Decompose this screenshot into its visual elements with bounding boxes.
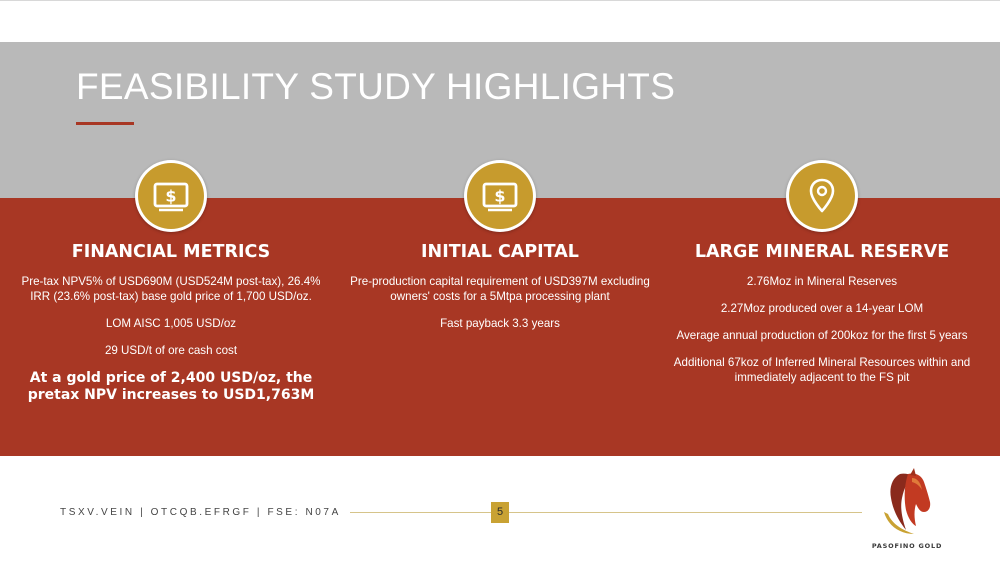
initial-capital-text bbox=[335, 274, 665, 331]
mineral-reserve-text bbox=[657, 274, 987, 385]
payback-text: Fast payback 3.3 years bbox=[440, 317, 560, 330]
mineral-reserve-heading: LARGE MINERAL RESERVE bbox=[694, 242, 950, 262]
initial-capital-column bbox=[335, 160, 665, 343]
gold-price-npv-highlight: At a gold price of 2,400 USD/oz, the pretax NPV increases to USD1,763M bbox=[27, 370, 315, 403]
financial-metrics-column bbox=[6, 160, 336, 416]
financial-metrics-heading: FINANCIAL METRICS bbox=[71, 242, 271, 262]
top-border-line bbox=[0, 0, 1000, 1]
lom-production-text: 2.27Moz produced over a 14-year LOM bbox=[720, 302, 924, 315]
financial-metrics-text bbox=[6, 274, 336, 404]
initial-capital-icon-badge bbox=[464, 160, 536, 232]
horse-head-icon bbox=[862, 468, 952, 542]
npv-irr-text: Pre-tax NPV5% of USD690M (USD524M post-tax), 26.4% IRR (23.6% post-tax) base gold price of 1,700 USD/oz. bbox=[21, 275, 321, 303]
aisc-text: LOM AISC 1,005 USD/oz bbox=[105, 317, 237, 330]
annual-production-text: Average annual production of 200koz for the first 5 years bbox=[676, 329, 968, 342]
mineral-reserve-icon-badge bbox=[786, 160, 858, 232]
svg-text:$: $ bbox=[494, 186, 506, 206]
title-underline bbox=[76, 122, 134, 125]
inferred-resources-text: Additional 67koz of Inferred Mineral Resources within and immediately adjacent to the FS pit bbox=[673, 356, 971, 384]
capital-requirement-text: Pre-production capital requirement of USD397M excluding owners' costs for a 5Mtpa processing plant bbox=[350, 275, 650, 303]
page-number: 5 bbox=[491, 502, 509, 523]
map-pin-icon bbox=[807, 177, 837, 215]
svg-text:$: $ bbox=[165, 186, 177, 206]
financial-metrics-icon-badge bbox=[135, 160, 207, 232]
mineral-reserves-text: 2.76Moz in Mineral Reserves bbox=[746, 275, 898, 288]
logo-company-name: PASOFINO GOLD bbox=[871, 542, 943, 550]
dollar-sign-icon bbox=[481, 179, 519, 213]
initial-capital-heading: INITIAL CAPITAL bbox=[421, 242, 579, 262]
cash-cost-text: 29 USD/t of ore cash cost bbox=[104, 344, 238, 357]
footer-divider-line bbox=[350, 512, 862, 513]
company-logo bbox=[862, 468, 952, 558]
mineral-reserve-column bbox=[657, 160, 987, 397]
dollar-sign-icon bbox=[152, 179, 190, 213]
slide-title: FEASIBILITY STUDY HIGHLIGHTS bbox=[76, 66, 676, 107]
stock-ticker-text: TSXV.VEIN | OTCQB.EFRGF | FSE: N07A bbox=[60, 507, 341, 518]
